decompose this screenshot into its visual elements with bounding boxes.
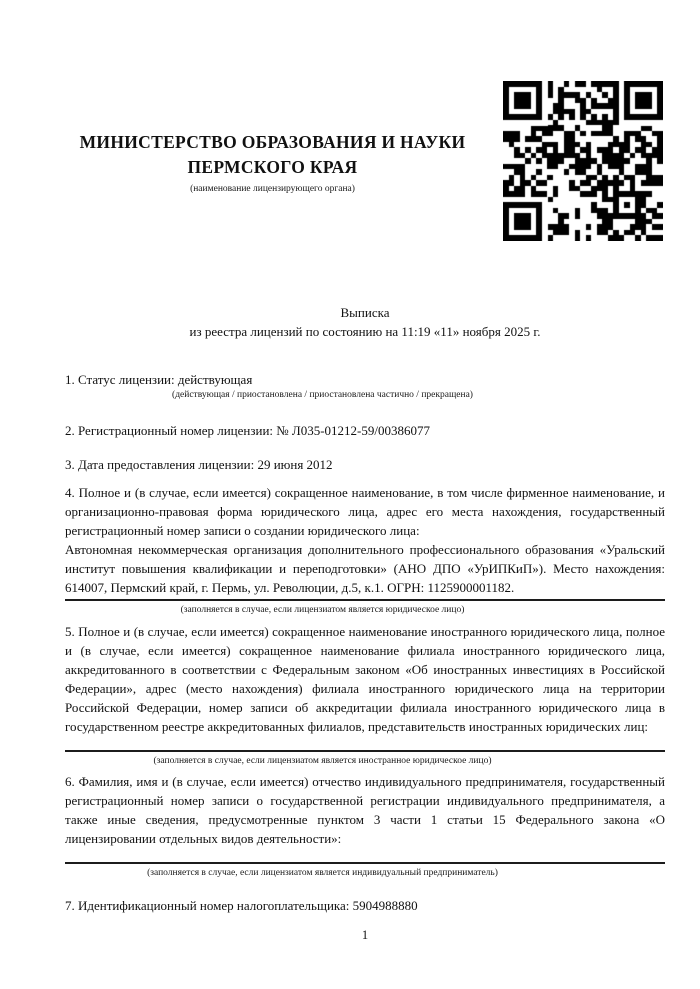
item-license-grant-date [65, 455, 665, 474]
ministry-name-line1: МИНИСТЕРСТВО ОБРАЗОВАНИЯ И НАУКИ [79, 132, 466, 152]
legal-entity-caption: (заполняется в случае, если лицензиатом является юридическое лицо) [180, 605, 465, 615]
license-grant-date-text: 3. Дата предоставления лицензии: 29 июня 2012 [65, 457, 333, 472]
foreign-legal-entity-label: 5. Полное и (в случае, если имеется) сокращенное наименование иностранного юридического лица, полное и (в случае, если имеется) сокращенное наименование филиала иностранного юридического лица, аккредитованного в соответствии с Федеральным законом «Об иностранных инвестициях в Российской Федерации», адрес (место нахождения) филиала иностранного юридического лица на территории Российской Федерации, номер записи об аккредитации филиала иностранного юридического лица в государственном реестре аккредитованных филиалов, представительств иностранных юридических лиц: [65, 624, 665, 734]
license-status-caption: (действующая / приостановлена / приостановлена частично / прекращена) [172, 390, 473, 400]
page-number: 1 [361, 928, 369, 942]
registration-number-text: 2. Регистрационный номер лицензии: № Л035-01212-59/00386077 [65, 423, 431, 438]
item-taxpayer-number [65, 896, 665, 915]
qr-code-icon [503, 81, 663, 241]
ministry-caption: (наименование лицензирующего органа) [190, 184, 355, 194]
licensing-authority-header [60, 130, 485, 196]
document-title-block [65, 303, 665, 341]
individual-entrepreneur-caption: (заполняется в случае, если лицензиатом является индивидуальный предприниматель) [147, 868, 498, 878]
license-status-text: 1. Статус лицензии: действующая [65, 372, 253, 387]
item-license-status [65, 370, 665, 402]
individual-entrepreneur-underline [65, 862, 665, 864]
item-individual-entrepreneur [65, 772, 665, 880]
document-subtitle: из реестра лицензий по состоянию на 11:19 «11» ноября 2025 г. [189, 324, 541, 339]
ministry-name-line2: ПЕРМСКОГО КРАЯ [187, 157, 358, 177]
legal-entity-label: 4. Полное и (в случае, если имеется) сокращенное наименование, в том числе фирменное наименование, и организационно-правовая форма юридического лица, адрес его места нахождения, государственный регистрационный номер записи о создании юридического лица: [65, 485, 665, 538]
legal-entity-value: Автономная некоммерческая организация дополнительного профессионального образования «Уральский институт повышения квалификации и переподготовки» (АНО ДПО «УрИПКиП»). Место нахождения: 614007, Пермский край, г. Пермь, ул. Революции, д.5, к.1. ОГРН: 1125900001182. [65, 542, 665, 595]
legal-entity-underline [65, 599, 665, 601]
item-legal-entity [65, 483, 665, 617]
item-registration-number [65, 421, 665, 440]
foreign-legal-entity-underline [65, 750, 665, 752]
taxpayer-number-text: 7. Идентификационный номер налогоплательщика: 5904988880 [65, 898, 418, 913]
document-title: Выписка [340, 305, 390, 320]
item-foreign-legal-entity [65, 622, 665, 768]
individual-entrepreneur-label: 6. Фамилия, имя и (в случае, если имеется) отчество индивидуального предпринимателя, государственный регистрационный номер записи о государственной регистрации индивидуального предпринимателя, а также иные сведения, предусмотренные пунктом 3 части 1 статьи 15 Федерального закона «О лицензировании отдельных видов деятельности»: [65, 774, 665, 846]
foreign-legal-entity-caption: (заполняется в случае, если лицензиатом является иностранное юридическое лицо) [153, 756, 492, 766]
